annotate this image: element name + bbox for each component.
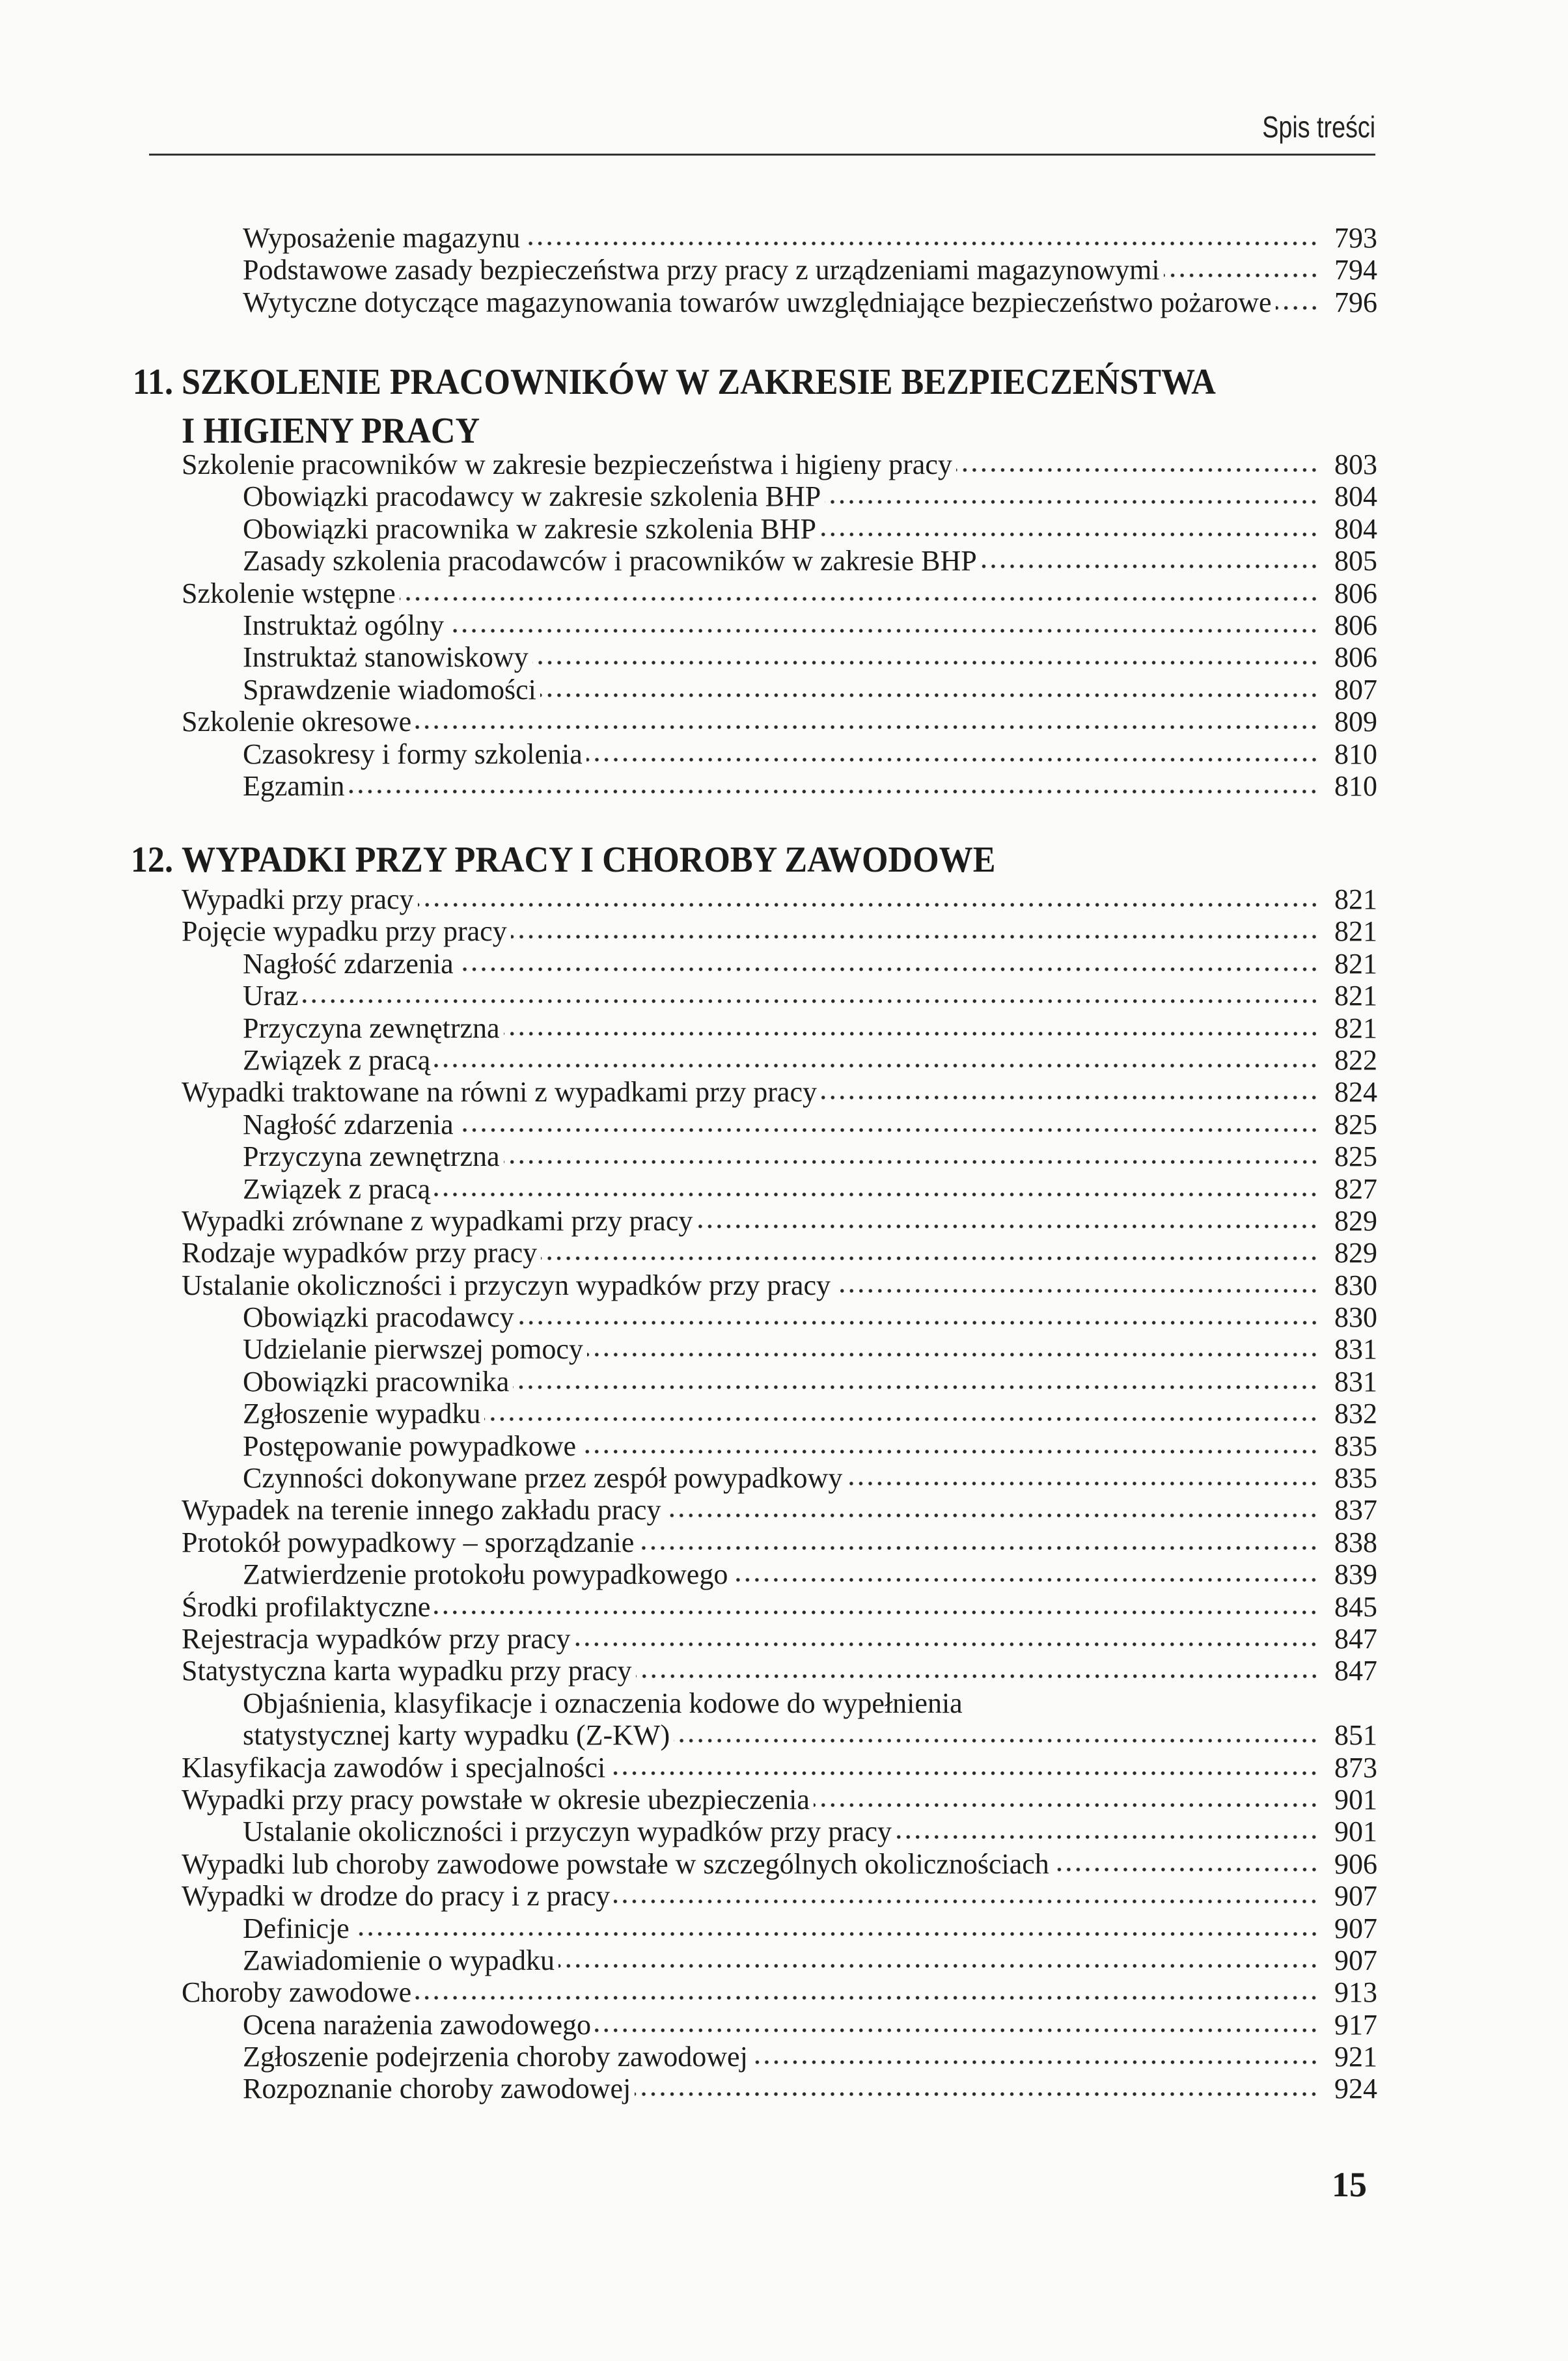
toc-entry-page: 805 xyxy=(1334,545,1377,577)
toc-entry-page: 835 xyxy=(1334,1429,1377,1462)
dot-leader xyxy=(580,1448,1319,1456)
toc-entry xyxy=(182,1462,1377,1494)
toc-entry-title: Szkolenie pracowników w zakresie bezpieczeństwa i higieny pracy xyxy=(182,449,952,480)
toc-entry-page: 821 xyxy=(1334,883,1377,915)
dot-leader xyxy=(820,531,1319,538)
toc-entry xyxy=(182,1269,1377,1301)
toc-entry-title: Wytyczne dotyczące magazynowania towarów uwzględniające bezpieczeństwo pożarowe xyxy=(243,286,1272,318)
toc-entry-title: Zawiadomienie o wypadku xyxy=(243,1944,555,1976)
dot-leader xyxy=(504,1158,1319,1166)
dot-leader xyxy=(674,1737,1319,1745)
dot-leader xyxy=(574,1640,1319,1648)
toc-entry-page: 796 xyxy=(1334,286,1377,318)
toc-entry xyxy=(182,948,1377,980)
toc-entry-page: 913 xyxy=(1334,1976,1377,2009)
toc-entry xyxy=(182,513,1377,545)
dot-leader xyxy=(956,466,1319,474)
toc-entry xyxy=(182,254,1377,286)
toc-entry xyxy=(182,1076,1377,1108)
toc-entry-title: Zatwierdzenie protokołu powypadkowego xyxy=(243,1558,728,1591)
toc-entry xyxy=(182,1880,1377,1912)
dot-leader xyxy=(825,498,1319,506)
toc-entry-page: 839 xyxy=(1334,1558,1377,1591)
dot-leader xyxy=(665,1512,1319,1519)
toc-entry xyxy=(182,1719,1377,1751)
toc-entry-page: 829 xyxy=(1334,1237,1377,1269)
toc-entry-page: 793 xyxy=(1334,222,1377,254)
toc-chapter-12-list xyxy=(182,883,1377,2105)
toc-entry-title: Przyczyna zewnętrzna xyxy=(243,1012,500,1044)
toc-entry-title: Definicje xyxy=(243,1912,350,1944)
toc-entry xyxy=(182,1012,1377,1044)
toc-entry-title: Wyposażenie magazynu xyxy=(243,222,521,254)
chapter-number: 11. xyxy=(132,362,173,402)
toc-entry-page: 804 xyxy=(1334,480,1377,513)
dot-leader xyxy=(541,1254,1319,1262)
chapter-title: SZKOLENIE PRACOWNIKÓW W ZAKRESIE BEZPIECZEŃSTWA xyxy=(182,362,1216,402)
dot-leader xyxy=(513,1383,1319,1391)
toc-entry-page: 827 xyxy=(1334,1172,1377,1205)
toc-entry-page: 901 xyxy=(1334,1783,1377,1816)
toc-entry-page: 831 xyxy=(1334,1333,1377,1366)
dot-leader xyxy=(511,933,1319,941)
toc-entry-title: Środki profilaktyczne xyxy=(182,1590,431,1623)
toc-entry-page: 810 xyxy=(1334,769,1377,802)
toc-entry-title: Obowiązki pracownika w zakresie szkolenia BHP xyxy=(243,512,816,545)
toc-entry-page: 806 xyxy=(1334,641,1377,674)
dot-leader xyxy=(696,1222,1319,1230)
dot-leader xyxy=(752,2058,1319,2066)
toc-entry xyxy=(182,286,1377,318)
toc-entry-page: 847 xyxy=(1334,1622,1377,1655)
toc-entry-title: Wypadek na terenie innego zakładu pracy xyxy=(182,1494,661,1526)
toc-entry xyxy=(182,1333,1377,1365)
toc-entry-page: 821 xyxy=(1334,947,1377,980)
toc-entry-title: Wypadki w drodze do pracy i z pracy xyxy=(182,1880,611,1912)
toc-entry xyxy=(182,1173,1377,1205)
toc-entry-page: 830 xyxy=(1334,1269,1377,1301)
toc-entry xyxy=(182,738,1377,770)
toc-entry-page: 794 xyxy=(1334,254,1377,286)
dot-leader xyxy=(609,1769,1319,1777)
dot-leader xyxy=(1276,304,1319,312)
toc-entry xyxy=(182,1398,1377,1429)
toc-entry-page: 907 xyxy=(1334,1912,1377,1944)
toc-entry xyxy=(182,1044,1377,1076)
toc-entry xyxy=(182,980,1377,1012)
toc-entry-page: 807 xyxy=(1334,673,1377,706)
toc-entry-title: Choroby zawodowe xyxy=(182,1976,412,2009)
toc-entry-page: 837 xyxy=(1334,1494,1377,1526)
dot-leader xyxy=(400,595,1319,603)
dot-leader xyxy=(524,240,1319,247)
dot-leader xyxy=(732,1576,1319,1584)
dot-leader xyxy=(586,756,1319,764)
toc-entry-page: 907 xyxy=(1334,1944,1377,1976)
toc-entry xyxy=(182,883,1377,915)
toc-entry-title: Ustalanie okoliczności i przyczyn wypadków przy pracy xyxy=(182,1269,831,1301)
toc-entry-title: Statystyczna karta wypadku przy pracy xyxy=(182,1655,632,1687)
dot-leader xyxy=(834,1287,1319,1295)
dot-leader xyxy=(458,1126,1319,1134)
toc-entry-title: Zasady szkolenia pracodawców i pracowników w zakresie BHP xyxy=(243,545,977,577)
chapter-number: 12. xyxy=(130,840,173,880)
toc-entry-page: 835 xyxy=(1334,1462,1377,1495)
toc-entry xyxy=(182,706,1377,738)
dot-leader xyxy=(981,562,1319,570)
toc-entry-title: Wypadki przy pracy powstałe w okresie ubezpieczenia xyxy=(182,1783,810,1816)
dot-leader xyxy=(353,1930,1319,1938)
toc-entry-title: Szkolenie wstępne xyxy=(182,577,396,609)
toc-entry-title: Związek z pracą xyxy=(243,1172,431,1205)
toc-entry-title: Postępowanie powypadkowe xyxy=(243,1429,577,1462)
toc-entry xyxy=(182,1140,1377,1172)
toc-entry-title: Nagłość zdarzenia xyxy=(243,1108,454,1140)
toc-entry xyxy=(182,1655,1377,1687)
toc-entry-page: 804 xyxy=(1334,512,1377,545)
toc-entry xyxy=(182,1944,1377,1976)
toc-entry xyxy=(182,2041,1377,2073)
toc-entry xyxy=(182,1301,1377,1333)
dot-leader xyxy=(614,1898,1319,1905)
toc-entry xyxy=(182,1784,1377,1816)
toc-entry-title: statystycznej karty wypadku (Z-KW) xyxy=(243,1719,670,1752)
toc-entry-page: 838 xyxy=(1334,1526,1377,1558)
dot-leader xyxy=(415,1994,1319,2002)
toc-entry-page: 810 xyxy=(1334,738,1377,770)
dot-leader xyxy=(518,1319,1319,1327)
dot-leader xyxy=(434,1062,1319,1070)
toc-entry xyxy=(182,1109,1377,1140)
toc-entry-title: Wypadki lub choroby zawodowe powstałe w szczególnych okolicznościach xyxy=(182,1847,1049,1880)
toc-entry-title: Klasyfikacja zawodów i specjalności xyxy=(182,1751,606,1784)
running-head-title: Spis treści xyxy=(1262,110,1375,144)
toc-entry xyxy=(182,1205,1377,1237)
dot-leader xyxy=(1164,271,1319,279)
dot-leader xyxy=(434,1191,1319,1198)
dot-leader xyxy=(532,659,1319,667)
toc-chapter-11-list xyxy=(182,449,1377,802)
dot-leader xyxy=(348,788,1319,795)
toc-entry-title: Instruktaż stanowiskowy xyxy=(243,641,529,674)
toc-entry-page: 851 xyxy=(1334,1719,1377,1752)
toc-entry-title: Podstawowe zasady bezpieczeństwa przy pracy z urządzeniami magazynowymi xyxy=(243,254,1160,286)
dot-leader xyxy=(814,1801,1319,1809)
dot-leader xyxy=(434,1609,1319,1616)
toc-entry-page: 924 xyxy=(1334,2073,1377,2105)
dot-leader xyxy=(504,1030,1319,1038)
dot-leader xyxy=(821,1094,1319,1101)
dot-leader xyxy=(595,2026,1319,2034)
toc-entry-title: Wypadki traktowane na równi z wypadkami przy pracy xyxy=(182,1076,817,1109)
toc-entry xyxy=(182,1366,1377,1398)
toc-entry-title: Protokół powypadkowy – sporządzanie xyxy=(182,1526,635,1558)
toc-entry-title: Czasokresy i formy szkolenia xyxy=(243,738,583,770)
toc-entry xyxy=(182,1237,1377,1269)
dot-leader xyxy=(415,723,1319,731)
header-rule xyxy=(149,154,1375,156)
toc-entry-title: Związek z pracą xyxy=(243,1043,431,1076)
toc-entry-title: Obowiązki pracodawcy xyxy=(243,1301,514,1334)
toc-entry xyxy=(182,480,1377,512)
toc-entry-title: Rozpoznanie choroby zawodowej xyxy=(243,2073,631,2105)
toc-entry-page: 806 xyxy=(1334,609,1377,641)
toc-entry-page: 821 xyxy=(1334,915,1377,948)
toc-entry-page: 917 xyxy=(1334,2008,1377,2041)
toc-entry-title: Wypadki zrównane z wypadkami przy pracy xyxy=(182,1204,693,1237)
toc-entry-page: 825 xyxy=(1334,1140,1377,1173)
toc-entry xyxy=(182,609,1377,641)
dot-leader xyxy=(635,2090,1319,2098)
toc-entry xyxy=(182,1687,1377,1719)
dot-leader xyxy=(896,1833,1319,1841)
toc-entry-page: 921 xyxy=(1334,2041,1377,2073)
dot-leader xyxy=(1053,1866,1319,1873)
toc-entry-title: Ocena narażenia zawodowego xyxy=(243,2008,592,2041)
toc-entry xyxy=(182,2073,1377,2105)
dot-leader xyxy=(638,1544,1319,1552)
toc-entry-title: Sprawdzenie wiadomości xyxy=(243,673,536,706)
toc-entry xyxy=(182,545,1377,577)
toc-entry xyxy=(182,577,1377,609)
toc-entry-title: Przyczyna zewnętrzna xyxy=(243,1140,500,1173)
toc-entry-page: 907 xyxy=(1334,1880,1377,1912)
toc-entry-page: 873 xyxy=(1334,1751,1377,1784)
toc-entry xyxy=(182,1558,1377,1590)
toc-entry-page: 824 xyxy=(1334,1076,1377,1109)
dot-leader xyxy=(303,997,1319,1005)
dot-leader xyxy=(540,691,1319,699)
toc-entry-title: Udzielanie pierwszej pomocy xyxy=(243,1333,583,1366)
toc-entry-page: 821 xyxy=(1334,1012,1377,1044)
toc-entry xyxy=(182,770,1377,802)
toc-entry xyxy=(182,1752,1377,1784)
chapter-title: WYPADKI PRZY PRACY I CHOROBY ZAWODOWE xyxy=(182,840,996,880)
chapter-11-heading-line2: I HIGIENY PRACY xyxy=(182,411,480,451)
toc-entry xyxy=(182,915,1377,947)
toc-entry xyxy=(182,1526,1377,1558)
toc-entry xyxy=(182,1623,1377,1655)
toc-entry-page: 845 xyxy=(1334,1590,1377,1623)
chapter-12-heading xyxy=(130,836,996,885)
dot-leader xyxy=(636,1672,1319,1680)
toc-entry xyxy=(182,1494,1377,1526)
toc-entry-title: Wypadki przy pracy xyxy=(182,883,414,915)
toc-intro-list xyxy=(182,222,1377,318)
toc-entry-title: Objaśnienia, klasyfikacje i oznaczenia kodowe do wypełnienia xyxy=(243,1687,963,1719)
toc-entry-page: 901 xyxy=(1334,1816,1377,1848)
toc-entry-page: 829 xyxy=(1334,1204,1377,1237)
toc-entry-title: Obowiązki pracownika xyxy=(243,1365,510,1398)
chapter-11-heading xyxy=(132,358,1216,407)
dot-leader xyxy=(558,1962,1319,1970)
toc-entry-page: 832 xyxy=(1334,1398,1377,1430)
toc-entry xyxy=(182,1430,1377,1462)
dot-leader xyxy=(484,1415,1319,1423)
toc-entry-title: Instruktaż ogólny xyxy=(243,609,445,641)
toc-entry-page: 809 xyxy=(1334,706,1377,738)
dot-leader xyxy=(448,627,1319,635)
toc-entry xyxy=(182,674,1377,706)
toc-entry-title: Szkolenie okresowe xyxy=(182,706,412,738)
toc-entry-title: Zgłoszenie wypadku xyxy=(243,1398,481,1430)
toc-entry-title: Uraz xyxy=(243,980,299,1012)
toc-entry xyxy=(182,1816,1377,1847)
toc-entry xyxy=(182,641,1377,673)
toc-entry-title: Zgłoszenie podejrzenia choroby zawodowej xyxy=(243,2041,748,2073)
toc-entry-page: 806 xyxy=(1334,577,1377,609)
toc-entry-title: Egzamin xyxy=(243,769,345,802)
toc-entry-page: 803 xyxy=(1334,449,1377,480)
toc-entry-title: Ustalanie okoliczności i przyczyn wypadków przy pracy xyxy=(243,1816,892,1848)
toc-entry xyxy=(182,1976,1377,2008)
toc-entry-title: Rejestracja wypadków przy pracy xyxy=(182,1622,571,1655)
toc-entry-page: 906 xyxy=(1334,1847,1377,1880)
dot-leader xyxy=(458,965,1319,973)
toc-entry xyxy=(182,1912,1377,1944)
toc-entry-title: Rodzaje wypadków przy pracy xyxy=(182,1237,538,1269)
toc-entry-page: 830 xyxy=(1334,1301,1377,1334)
toc-entry xyxy=(182,2009,1377,2041)
toc-entry-title: Obowiązki pracodawcy w zakresie szkolenia BHP xyxy=(243,480,821,513)
toc-entry xyxy=(182,222,1377,254)
dot-leader xyxy=(587,1351,1319,1359)
toc-entry-title: Nagłość zdarzenia xyxy=(243,947,454,980)
toc-entry-title: Pojęcie wypadku przy pracy xyxy=(182,915,507,948)
toc-entry-title: Czynności dokonywane przez zespół powypadkowy xyxy=(243,1462,843,1495)
toc-entry xyxy=(182,1848,1377,1880)
toc-entry-page: 821 xyxy=(1334,980,1377,1012)
toc-entry-page: 847 xyxy=(1334,1655,1377,1687)
toc-entry-page: 831 xyxy=(1334,1365,1377,1398)
page-number: 15 xyxy=(1332,2165,1367,2204)
toc-entry xyxy=(182,449,1377,480)
dot-leader xyxy=(418,901,1319,909)
dot-leader xyxy=(846,1480,1319,1487)
toc-entry xyxy=(182,1591,1377,1623)
toc-entry-page: 822 xyxy=(1334,1043,1377,1076)
toc-entry-page: 825 xyxy=(1334,1108,1377,1140)
